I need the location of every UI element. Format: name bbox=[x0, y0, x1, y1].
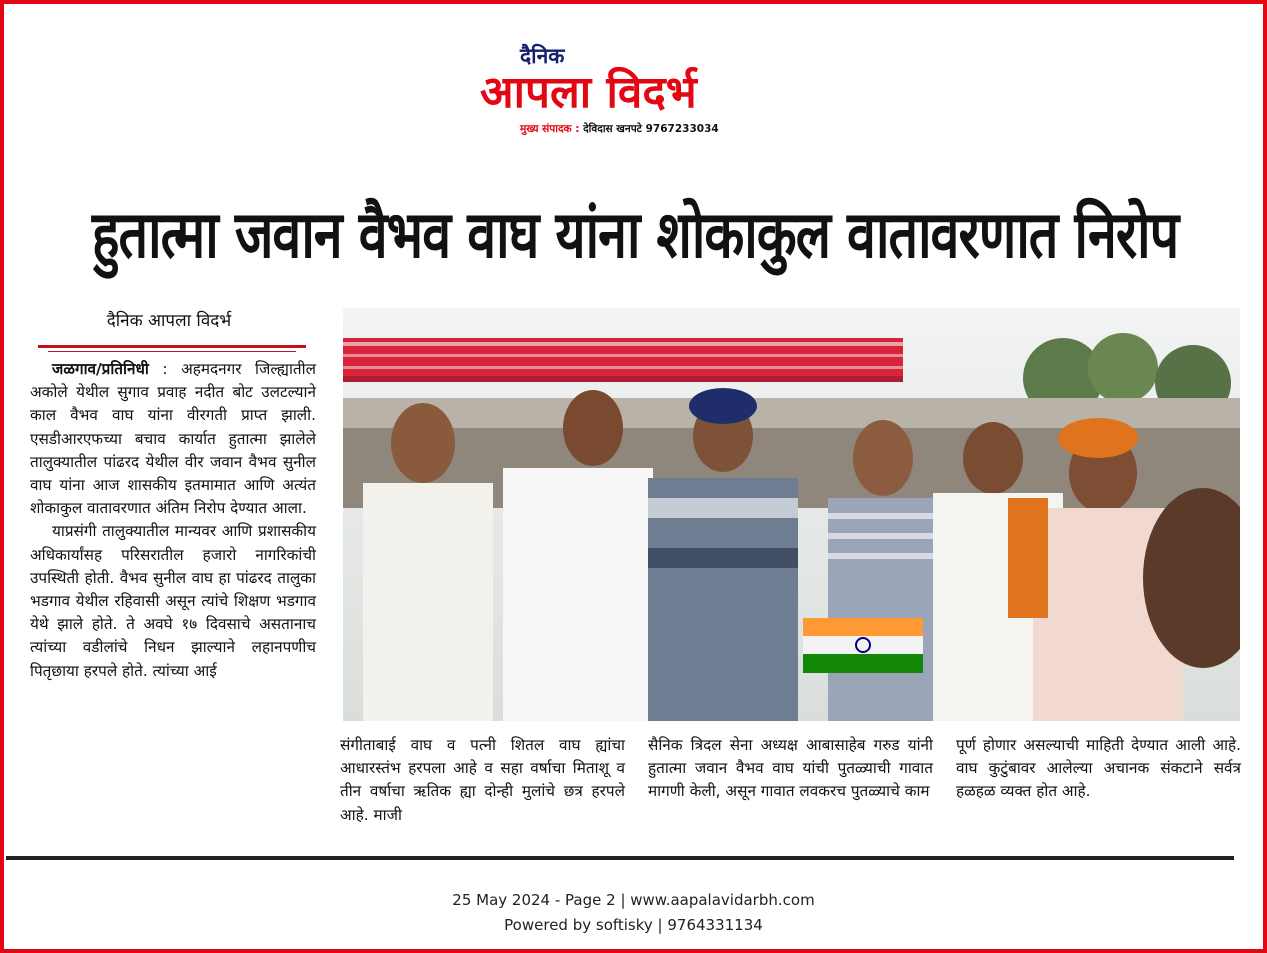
paragraph-text: अहमदनगर जिल्ह्यातील अकोले येथील सुगाव प्रवाह नदीत बोट उलटल्याने काल वैभव वाघ यांना वीरगती प्राप्त झाली. एसडीआरएफच्या बचाव कार्यात हुतात्मा झालेले तालुक्यातील पांढरद येथील वीर जवान वैभव सुनील वाघ यांना आज शासकीय इतमामात आणि अत्यंत शोकाकुल वातावरणात अंतिम निरोप देण्यात आला. bbox=[30, 360, 316, 518]
footer-powered-line: Powered by softisky | 9764331134 bbox=[504, 916, 763, 934]
masthead-title: आपला विदर्भ bbox=[480, 67, 697, 118]
masthead-logo[interactable] bbox=[470, 40, 800, 140]
editor-value: देविदास खनपटे 9767233034 bbox=[583, 123, 719, 135]
article-paragraph: जळगाव/प्रतिनिधी : अहमदनगर जिल्ह्यातील अकोले येथील सुगाव प्रवाह नदीत बोट उलटल्याने काल वैभव वाघ यांना वीरगती प्राप्त झाली. एसडीआरएफच्या बचाव कार्यात हुतात्मा झालेले तालुक्यातील पांढरद येथील वीर जवान वैभव सुनील वाघ यांना आज शासकीय इतमामात आणि अत्यंत शोकाकुल वातावरणात अंतिम निरोप देण्यात आला. bbox=[30, 360, 316, 518]
article-photo bbox=[343, 308, 1240, 721]
dateline: जळगाव/प्रतिनिधी bbox=[52, 360, 149, 378]
footer-date-line[interactable]: 25 May 2024 - Page 2 | www.aapalavidarbh.com bbox=[452, 891, 815, 909]
article-headline: हुतात्मा जवान वैभव वाघ यांना शोकाकुल वातावरणात निरोप bbox=[91, 198, 1179, 273]
article-column-3: सैनिक त्रिदल सेना अध्यक्ष आबासाहेब गरुड यांनी हुतात्मा जवान वैभव वाघ यांची पुतळ्याची गावात मागणी केली, असून गावात लवकरच पुतळ्याचे काम bbox=[648, 736, 933, 801]
article-paragraph: याप्रसंगी तालुक्यातील मान्यवर आणि प्रशासकीय अधिकार्यांसह परिसरातील हजारो नागरिकांची उपस्थिती होती. वैभव सुनील वाघ हा पांढरद तालुका भडगाव येथील रहिवासी असून त्यांचे शिक्षण भडगाव येथे झाले होते. ते अवघे १७ दिवसाचे असतानाच त्यांच्या वडीलांचे निधन झाल्याने लहानपणीच पितृछाया हरपले होते. त्यांच्या आई bbox=[30, 522, 316, 680]
page-footer bbox=[0, 888, 1267, 938]
footer-separator bbox=[6, 856, 1234, 860]
editor-label: मुख्य संपादक : bbox=[520, 123, 580, 135]
article-column-4: पूर्ण होणार असल्याची माहिती देण्यात आली आहे. वाघ कुटुंबावर आलेल्या अचानक संकटाने सर्वत्र हळहळ व्यक्त होत आहे. bbox=[956, 736, 1241, 801]
article-byline: दैनिक आपला विदर्भ bbox=[106, 311, 232, 331]
article-column-2: संगीताबाई वाघ व पत्नी शितल वाघ ह्यांचा आधारस्तंभ हरपला आहे व सहा वर्षाचा मिताशू व तीन वर्षाचा ऋतिक ह्या दोन्ही मुलांचे छत्र हरपले आहे. माजी bbox=[340, 736, 625, 824]
masthead-editor-line bbox=[520, 122, 719, 136]
byline-rule-thin bbox=[48, 351, 296, 352]
article-column-1 bbox=[30, 358, 316, 683]
masthead-small-title: दैनिक bbox=[520, 44, 565, 68]
byline-rule bbox=[38, 345, 306, 348]
